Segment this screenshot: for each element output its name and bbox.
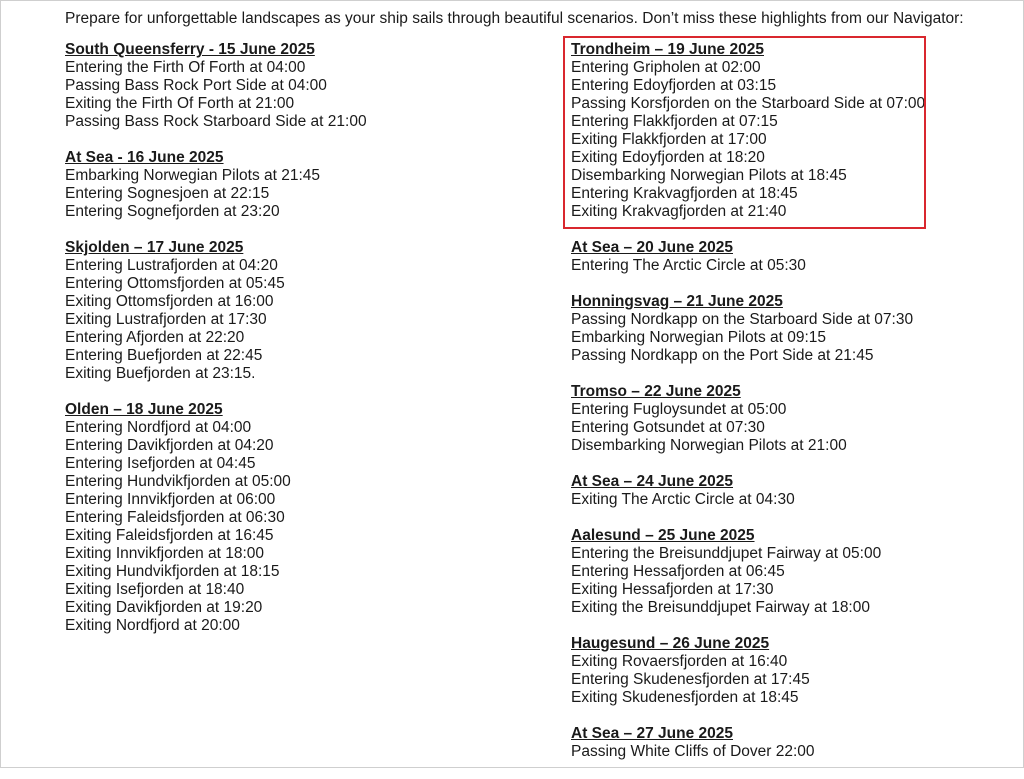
itinerary-item: Entering Ottomsfjorden at 05:45 (65, 275, 285, 292)
itinerary-item: Entering Nordfjord at 04:00 (65, 419, 252, 436)
itinerary-item: Exiting Innvikfjorden at 18:00 (65, 545, 265, 562)
highlight-box (563, 36, 926, 229)
itinerary-item: Exiting Krakvagfjorden at 21:40 (571, 203, 787, 220)
itinerary-item: Embarking Norwegian Pilots at 21:45 (65, 167, 321, 184)
itinerary-item: Disembarking Norwegian Pilots at 21:00 (571, 437, 847, 454)
section-heading: At Sea – 20 June 2025 (571, 239, 733, 256)
itinerary-section (571, 239, 1011, 275)
itinerary-item: Entering Krakvagfjorden at 18:45 (571, 185, 798, 202)
section-heading: Aalesund – 25 June 2025 (571, 527, 755, 544)
itinerary-section (65, 401, 505, 635)
itinerary-item: Entering Lustrafjorden at 04:20 (65, 257, 278, 274)
itinerary-item: Entering Fugloysundet at 05:00 (571, 401, 787, 418)
itinerary-item: Entering Buefjorden at 22:45 (65, 347, 263, 364)
itinerary-item: Exiting Skudenesfjorden at 18:45 (571, 689, 799, 706)
itinerary-item: Exiting the Breisunddjupet Fairway at 18:00 (571, 599, 870, 616)
itinerary-item: Entering Hessafjorden at 06:45 (571, 563, 785, 580)
itinerary-item: Passing Korsfjorden on the Starboard Side at 07:00 (571, 95, 926, 112)
section-heading: South Queensferry - 15 June 2025 (65, 41, 315, 58)
itinerary-item: Disembarking Norwegian Pilots at 18:45 (571, 167, 847, 184)
intro-text: Prepare for unforgettable landscapes as your ship sails through beautiful scenarios. Don’t miss these highlights from our Navigator: (65, 10, 964, 27)
itinerary-item: Passing Bass Rock Starboard Side at 21:00 (65, 113, 367, 130)
itinerary-item: Embarking Norwegian Pilots at 09:15 (571, 329, 827, 346)
itinerary-item: Entering The Arctic Circle at 05:30 (571, 257, 806, 274)
itinerary-item: Exiting Nordfjord at 20:00 (65, 617, 240, 634)
itinerary-section (571, 635, 1011, 707)
itinerary-item: Exiting Buefjorden at 23:15. (65, 365, 256, 382)
section-heading: Olden – 18 June 2025 (65, 401, 223, 418)
itinerary-item: Entering Hundvikfjorden at 05:00 (65, 473, 291, 490)
section-heading: Tromso – 22 June 2025 (571, 383, 741, 400)
itinerary-section (571, 293, 1011, 365)
itinerary-item: Entering Flakkfjorden at 07:15 (571, 113, 778, 130)
itinerary-item: Exiting Faleidsfjorden at 16:45 (65, 527, 274, 544)
itinerary-item: Entering Edoyfjorden at 03:15 (571, 77, 777, 94)
itinerary-item: Entering Gotsundet at 07:30 (571, 419, 765, 436)
itinerary-item: Passing Bass Rock Port Side at 04:00 (65, 77, 327, 94)
section-heading: At Sea – 27 June 2025 (571, 725, 733, 742)
itinerary-item: Entering Sognefjorden at 23:20 (65, 203, 280, 220)
section-heading: At Sea – 24 June 2025 (571, 473, 733, 490)
itinerary-item: Passing Nordkapp on the Starboard Side at 07:30 (571, 311, 914, 328)
section-heading: Skjolden – 17 June 2025 (65, 239, 244, 256)
itinerary-section (571, 527, 1011, 617)
itinerary-section (571, 473, 1011, 509)
itinerary-item: Entering Sognesjoen at 22:15 (65, 185, 270, 202)
itinerary-item: Exiting Lustrafjorden at 17:30 (65, 311, 267, 328)
itinerary-item: Entering Afjorden at 22:20 (65, 329, 245, 346)
itinerary-section (571, 725, 1011, 761)
itinerary-item: Passing Nordkapp on the Port Side at 21:45 (571, 347, 874, 364)
itinerary-item: Exiting Flakkfjorden at 17:00 (571, 131, 767, 148)
itinerary-item: Exiting Davikfjorden at 19:20 (65, 599, 263, 616)
itinerary-section (65, 239, 505, 383)
itinerary-item: Entering the Firth Of Forth at 04:00 (65, 59, 306, 76)
itinerary-item: Entering Skudenesfjorden at 17:45 (571, 671, 810, 688)
itinerary-item: Exiting Hessafjorden at 17:30 (571, 581, 774, 598)
itinerary-item: Entering Isefjorden at 04:45 (65, 455, 256, 472)
itinerary-item: Entering Innvikfjorden at 06:00 (65, 491, 276, 508)
left-column (65, 41, 505, 653)
itinerary-section (571, 383, 1011, 455)
itinerary-item: Exiting The Arctic Circle at 04:30 (571, 491, 795, 508)
section-heading: Honningsvag – 21 June 2025 (571, 293, 783, 310)
itinerary-item: Exiting Ottomsfjorden at 16:00 (65, 293, 274, 310)
section-heading: Trondheim – 19 June 2025 (571, 41, 764, 58)
itinerary-item: Exiting Edoyfjorden at 18:20 (571, 149, 765, 166)
itinerary-item: Entering Faleidsfjorden at 06:30 (65, 509, 285, 526)
itinerary-item: Exiting the Firth Of Forth at 21:00 (65, 95, 295, 112)
itinerary-section (65, 41, 505, 131)
itinerary-item: Exiting Hundvikfjorden at 18:15 (65, 563, 280, 580)
itinerary-item: Entering the Breisunddjupet Fairway at 05:00 (571, 545, 882, 562)
itinerary-section (65, 149, 505, 221)
itinerary-item: Exiting Rovaersfjorden at 16:40 (571, 653, 788, 670)
itinerary-item: Entering Gripholen at 02:00 (571, 59, 761, 76)
itinerary-item: Exiting Isefjorden at 18:40 (65, 581, 245, 598)
itinerary-item: Entering Davikfjorden at 04:20 (65, 437, 274, 454)
itinerary-item: Passing White Cliffs of Dover 22:00 (571, 743, 815, 760)
section-heading: At Sea - 16 June 2025 (65, 149, 224, 166)
section-heading: Haugesund – 26 June 2025 (571, 635, 770, 652)
